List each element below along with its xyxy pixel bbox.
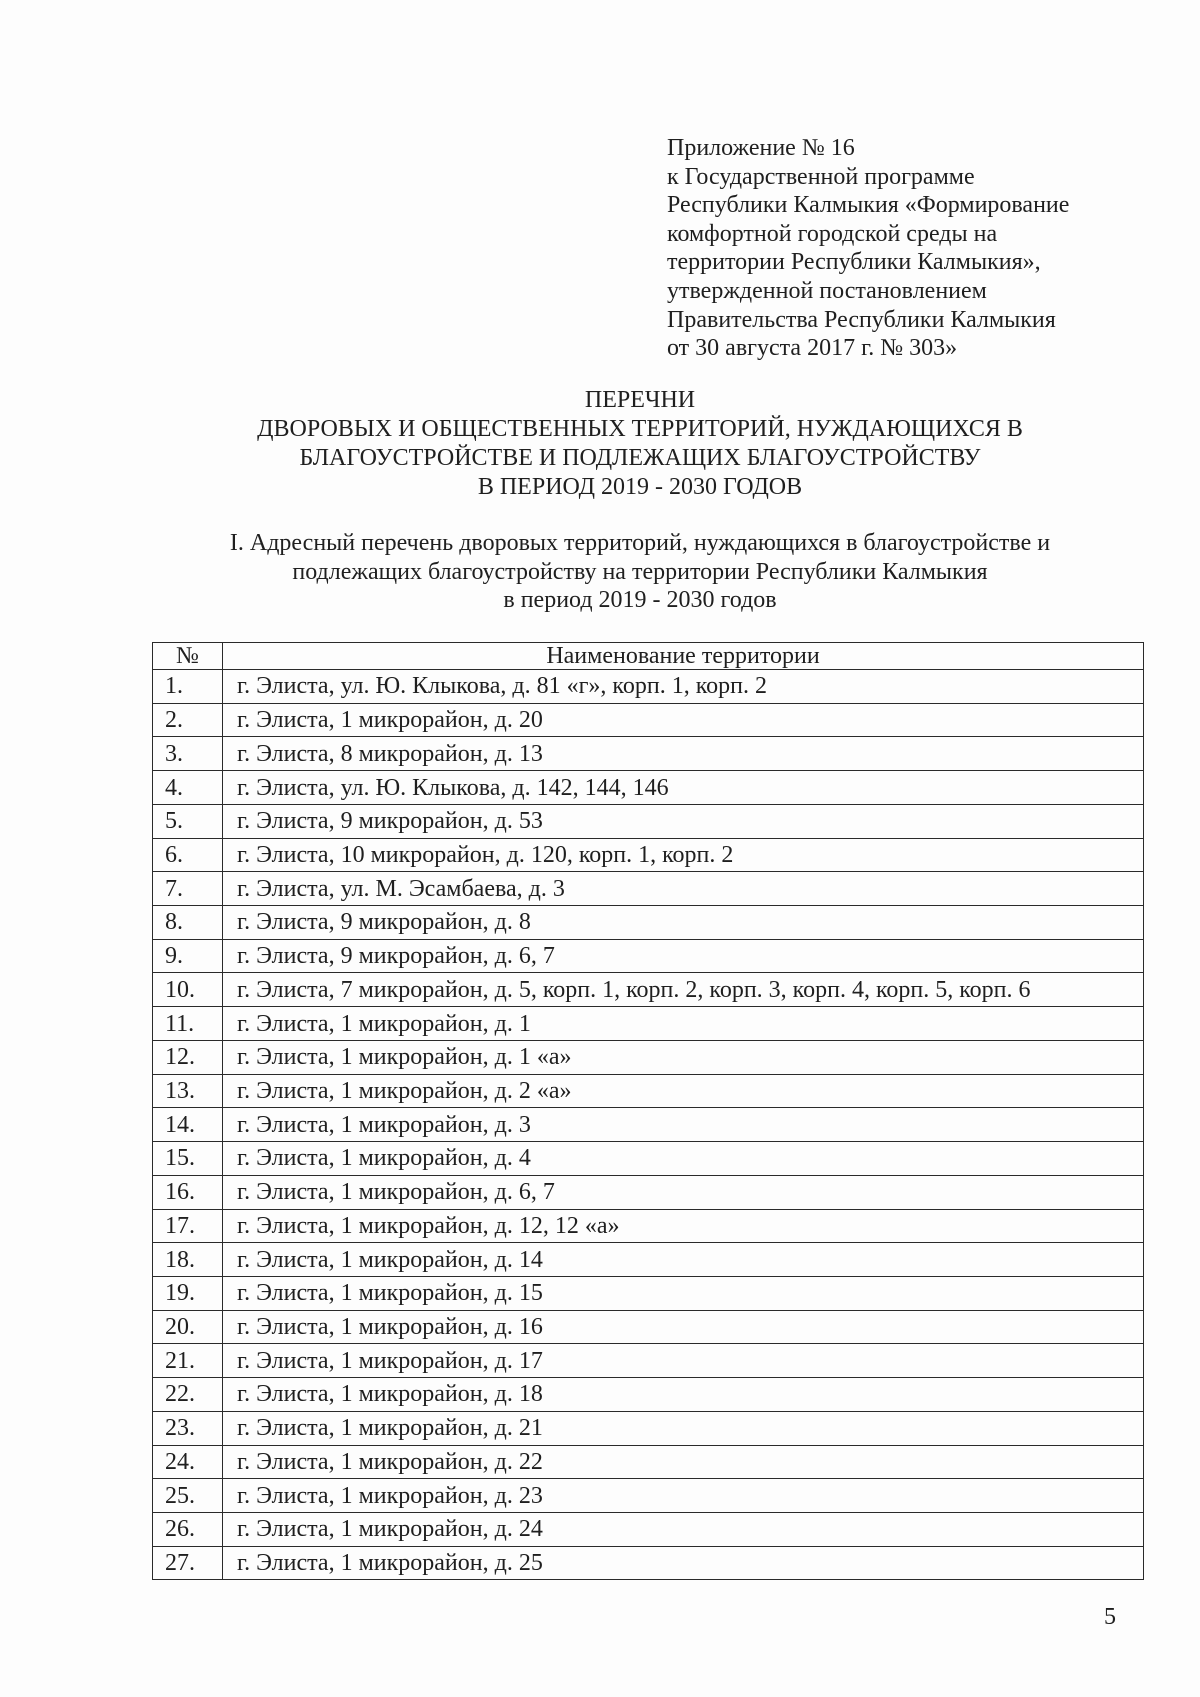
territory-name: г. Элиста, 1 микрорайон, д. 25 — [223, 1546, 1144, 1580]
document-title — [140, 386, 1140, 502]
row-number: 14. — [153, 1108, 223, 1142]
table-row — [153, 1074, 1144, 1108]
territory-name: г. Элиста, 1 микрорайон, д. 20 — [223, 703, 1144, 737]
territory-name: г. Элиста, 1 микрорайон, д. 1 — [223, 1007, 1144, 1041]
territory-name: г. Элиста, 1 микрорайон, д. 24 — [223, 1512, 1144, 1546]
table-row — [153, 1378, 1144, 1412]
section-line: I. Адресный перечень дворовых территорий, нуждающихся в благоустройстве и — [229, 530, 1051, 556]
territory-name: г. Элиста, 8 микрорайон, д. 13 — [223, 737, 1144, 771]
territory-name: г. Элиста, 1 микрорайон, д. 14 — [223, 1243, 1144, 1277]
territory-name: г. Элиста, ул. Ю. Клыкова, д. 81 «г», корп. 1, корп. 2 — [223, 670, 1144, 704]
appendix-line: Республики Калмыкия «Формирование — [667, 192, 1070, 219]
row-number: 9. — [153, 939, 223, 973]
territory-name: г. Элиста, 1 микрорайон, д. 2 «а» — [223, 1074, 1144, 1108]
table-row — [153, 838, 1144, 872]
row-number: 19. — [153, 1276, 223, 1310]
territory-name: г. Элиста, 7 микрорайон, д. 5, корп. 1, корп. 2, корп. 3, корп. 4, корп. 5, корп. 6 — [223, 973, 1144, 1007]
table-row — [153, 804, 1144, 838]
row-number: 26. — [153, 1512, 223, 1546]
table-row — [153, 670, 1144, 704]
row-number: 27. — [153, 1546, 223, 1580]
row-number: 11. — [153, 1007, 223, 1041]
appendix-line: территории Республики Калмыкия», — [667, 249, 1041, 276]
table-row — [153, 703, 1144, 737]
row-number: 22. — [153, 1378, 223, 1412]
table-row — [153, 1310, 1144, 1344]
row-number: 7. — [153, 872, 223, 906]
table-row — [153, 1243, 1144, 1277]
table-row — [153, 1479, 1144, 1513]
appendix-line: к Государственной программе — [667, 163, 975, 190]
territory-name: г. Элиста, 1 микрорайон, д. 6, 7 — [223, 1175, 1144, 1209]
territory-name: г. Элиста, 1 микрорайон, д. 21 — [223, 1411, 1144, 1445]
table-row — [153, 1142, 1144, 1176]
header-number: № — [153, 643, 223, 670]
header-territory-name: Наименование территории — [223, 643, 1144, 670]
territory-name: г. Элиста, 9 микрорайон, д. 8 — [223, 906, 1144, 940]
table-row — [153, 1007, 1144, 1041]
section-heading — [140, 529, 1140, 615]
section-line: подлежащих благоустройству на территории Республики Калмыкия — [292, 558, 988, 585]
row-number: 15. — [153, 1142, 223, 1176]
table-row — [153, 1445, 1144, 1479]
territory-name: г. Элиста, 1 микрорайон, д. 15 — [223, 1276, 1144, 1310]
territory-name: г. Элиста, 9 микрорайон, д. 53 — [223, 804, 1144, 838]
table-row — [153, 1411, 1144, 1445]
territory-name: г. Элиста, 1 микрорайон, д. 18 — [223, 1378, 1144, 1412]
row-number: 4. — [153, 771, 223, 805]
row-number: 20. — [153, 1310, 223, 1344]
table-row — [153, 1209, 1144, 1243]
appendix-line: Приложение № 16 — [667, 135, 855, 161]
row-number: 1. — [153, 670, 223, 704]
row-number: 3. — [153, 737, 223, 771]
table-row — [153, 737, 1144, 771]
territories-table — [152, 642, 1144, 1580]
territory-name: г. Элиста, 1 микрорайон, д. 22 — [223, 1445, 1144, 1479]
table-row — [153, 1344, 1144, 1378]
page-number: 5 — [1104, 1604, 1116, 1630]
appendix-note — [667, 134, 1069, 363]
table-row — [153, 1546, 1144, 1580]
table-row — [153, 1040, 1144, 1074]
row-number: 13. — [153, 1074, 223, 1108]
appendix-line: комфортной городской среды на — [667, 220, 998, 247]
appendix-line: Правительства Республики Калмыкия — [667, 306, 1056, 333]
territory-name: г. Элиста, 1 микрорайон, д. 16 — [223, 1310, 1144, 1344]
title-line: ПЕРЕЧНИ — [584, 387, 696, 413]
row-number: 18. — [153, 1243, 223, 1277]
territory-name: г. Элиста, 1 микрорайон, д. 3 — [223, 1108, 1144, 1142]
table-row — [153, 906, 1144, 940]
territory-name: г. Элиста, 1 микрорайон, д. 4 — [223, 1142, 1144, 1176]
territory-name: г. Элиста, ул. М. Эсамбаева, д. 3 — [223, 872, 1144, 906]
appendix-line: утвержденной постановлением — [667, 277, 987, 304]
row-number: 2. — [153, 703, 223, 737]
row-number: 10. — [153, 973, 223, 1007]
territory-name: г. Элиста, 1 микрорайон, д. 23 — [223, 1479, 1144, 1513]
table-header-row — [153, 643, 1144, 670]
row-number: 17. — [153, 1209, 223, 1243]
title-line: ДВОРОВЫХ И ОБЩЕСТВЕННЫХ ТЕРРИТОРИЙ, НУЖДАЮЩИХСЯ В — [257, 416, 1023, 442]
row-number: 12. — [153, 1040, 223, 1074]
territory-name: г. Элиста, ул. Ю. Клыкова, д. 142, 144, 146 — [223, 771, 1144, 805]
row-number: 24. — [153, 1445, 223, 1479]
territory-name: г. Элиста, 1 микрорайон, д. 12, 12 «а» — [223, 1209, 1144, 1243]
title-line: БЛАГОУСТРОЙСТВЕ И ПОДЛЕЖАЩИХ БЛАГОУСТРОЙСТВУ — [299, 445, 981, 471]
territory-name: г. Элиста, 9 микрорайон, д. 6, 7 — [223, 939, 1144, 973]
title-line: В ПЕРИОД 2019 - 2030 ГОДОВ — [477, 474, 803, 500]
row-number: 21. — [153, 1344, 223, 1378]
row-number: 25. — [153, 1479, 223, 1513]
table-row — [153, 1175, 1144, 1209]
table-row — [153, 939, 1144, 973]
appendix-line: от 30 августа 2017 г. № 303» — [667, 335, 958, 362]
table-row — [153, 771, 1144, 805]
row-number: 23. — [153, 1411, 223, 1445]
table-row — [153, 872, 1144, 906]
table-row — [153, 1108, 1144, 1142]
territory-name: г. Элиста, 1 микрорайон, д. 17 — [223, 1344, 1144, 1378]
territory-name: г. Элиста, 1 микрорайон, д. 1 «а» — [223, 1040, 1144, 1074]
table-row — [153, 1276, 1144, 1310]
row-number: 16. — [153, 1175, 223, 1209]
row-number: 8. — [153, 906, 223, 940]
section-line: в период 2019 - 2030 годов — [503, 587, 777, 613]
territory-name: г. Элиста, 10 микрорайон, д. 120, корп. 1, корп. 2 — [223, 838, 1144, 872]
row-number: 6. — [153, 838, 223, 872]
row-number: 5. — [153, 804, 223, 838]
table-row — [153, 973, 1144, 1007]
table-row — [153, 1512, 1144, 1546]
